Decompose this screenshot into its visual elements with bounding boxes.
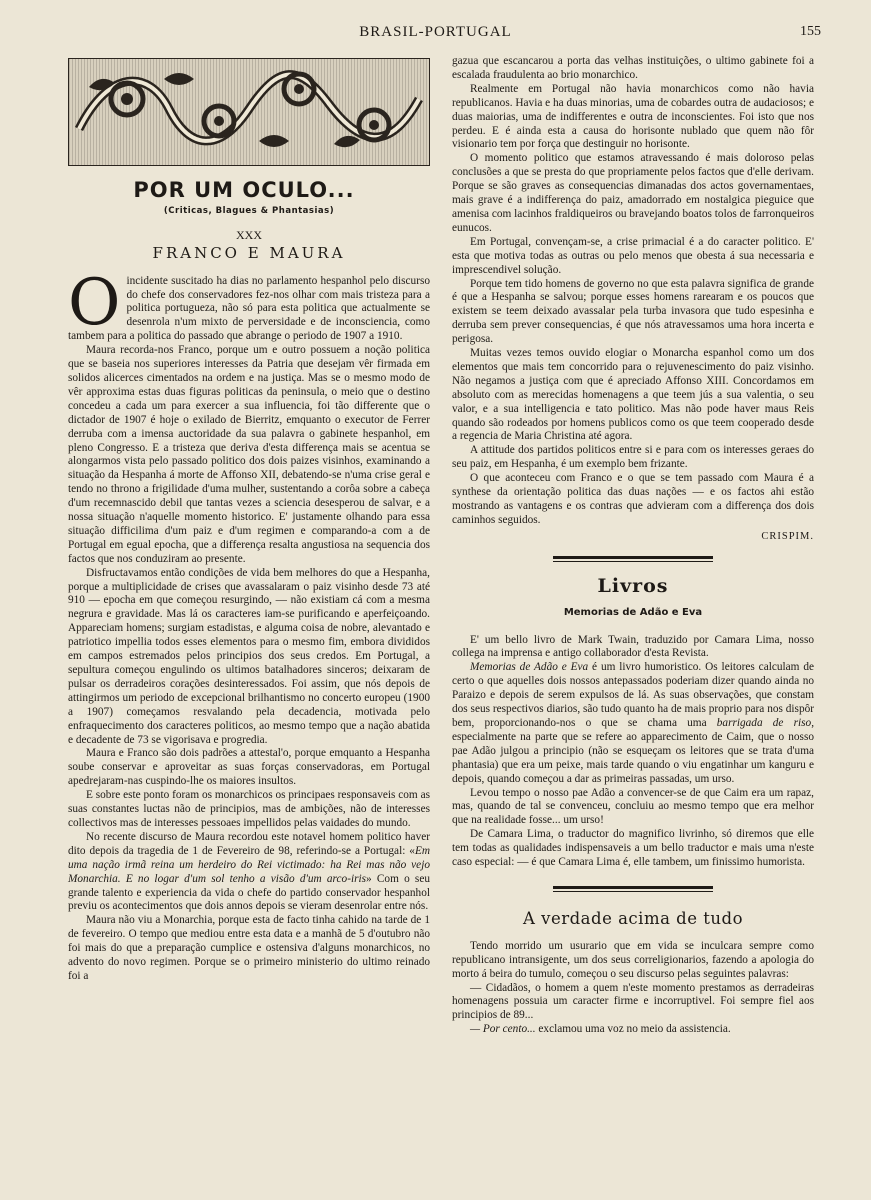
maura-quote: Em uma nação irmã reina um herdeiro do Rei victimado: ha Rei mas não vejo Monarchia. E no logar d'um sol tenho a visão d'um arco-iris: [68, 844, 430, 885]
anecdote-paragraph: Tendo morrido um usurario que em vida se inculcara sempre como republicano intransigente, um dos seus correligionarios, fazendo a apologia do morto á beira do tumulo, começou o seu discurso pelas seguintes palavras:: [452, 939, 814, 980]
article-paragraph: Em Portugal, convençam-se, a crise primacial é a do caracter politico. E' esta que motiva todas as outras ou pelo menos que obesta á sua necessaria e imprescendivel solução.: [452, 235, 814, 276]
review-paragraph: E' um bello livro de Mark Twain, traduzido por Camara Lima, nosso collega na imprensa e antigo collaborador d'esta Revista.: [452, 633, 814, 660]
article-paragraph: Maura não viu a Monarchia, porque esta de facto tinha cahido na tarde de 1 de fevereiro. O tempo que mediou entre esta data e a manhã de 5 d'outubro não foi mais do que a preparação cumplice e ostensiva d'alguns monarchicos, no advento do novo regimen. Porque se o primeiro ministerio do ultimo reinado foi a: [68, 914, 430, 982]
anecdote-title: A verdade acima de tudo: [522, 908, 743, 928]
anecdote-paragraph: — Por cento... exclamou uma voz no meio da assistencia.: [470, 1023, 731, 1036]
review-paragraph: Memorias de Adão e Eva é um livro humoristico. Os leitores calculam de certo o que aquelles dois nossos antepassados poderiam dizer quando ainda no Paraizo e depois de serem expulsos de lá. As suas observações, que constam dos seus respectivos diarios, são tudo quanto ha de mais proprio para nos dispôr bem, proporcionando-nos o que se chama uma barrigada de riso, especialmente na parte que se refere ao apparecimento de Caim, que o nosso pae Adão julgou a principio (não se esqueçam os leitores que se trata d'uma phantasia) que era um peixe, mais tarde quando o viu engatinhar um kanguru e depois, quando começou a dar as primeiras passadas, um urso.: [452, 661, 815, 785]
book-title-italic: Memorias de Adão e Eva: [470, 661, 589, 674]
article-paragraph: No recente discurso de Maura recordou este notavel homem politico haver dito depois da tragedia de 1 de Fevereiro de 98, referindo-se a Portugal: «Em uma nação irmã reina um herdeiro do Rei victimado: ha Rei mas não vejo Monarchia. E no logar d'um sol tenho a visão d'um arco-iris» Com o seu grande talento e experiencia da vida o chefe do partido conservador hespanhol previu os acontecimentos que dois annos depois se vieram desenrolar entre nós.: [68, 830, 430, 913]
section-subtitle: (Criticas, Blagues & Phantasias): [163, 205, 335, 216]
article-paragraph: Maura recorda-nos Franco, porque um e outro possuem a noção politica que se baseia nos superiores interesses da Patria que desejam vêr firmada em solidos alicerces cimentados na ordem e na justiça. Mas se o mesmo modo de vêr approxima estas duas figuras politicas da peninsula, o meio que o destino concedeu a cada um para exercer a sua influencia, foi tão differente que o dictador de 1907 é hoje o exilado de Bierritz, emquanto o executor de Ferrer derruba com a imensa auctoridade da sua palavra o gabinete hespanhol, em pleno Congresso. E a tristeza que deriva d'esta differença mais se acentua se alongarmos vista pelo passado politico dos dois paizes visinhos, examinando a situação da Hespanha á morte de Affonso XII, debatendo-se n'uma crise geral e tendo no throno a frigilidade d'uma mulher, sustentando a corôa sobre a cabeça d'um recemnascido debil que tantas vezes a sciencia desesperou de salvar, e a nossa situação n'aquelle momento historico. E' justamente olhando para essa situação difficilima d'um paiz e d'um regimen e comparando-a com a de Portugal em egual epocha, que a differença resalta angustiosa na sequencia dos factos que nos conduziram ao presente.: [68, 344, 430, 565]
article-paragraph: O que aconteceu com Franco e o que se tem passado com Maura é a synthese da orientação politica das duas nações — e os factos ahi estão mostrando as vantagens e os contras que advieram com a differença dos dois caminhos seguidos.: [452, 472, 814, 526]
article-title: FRANCO E MAURA: [152, 243, 346, 262]
running-title: BRASIL-PORTUGAL: [359, 24, 512, 40]
article-paragraph: A attitude dos partidos politicos entre si e para com os interesses geraes do seu paiz, em Hespanha, é um exemplo bem frizante.: [452, 444, 814, 471]
book-review-title: Memorias de Adão e Eva: [563, 606, 703, 618]
article-continuation: gazua que escancarou a porta das velhas instituições, o ultimo gabinete foi a escalada fraudulenta ao brio monarchico.: [452, 55, 814, 81]
section-title: POR UM OCULO...: [133, 178, 355, 202]
article-paragraph: Oincidente suscitado ha dias no parlamento hespanhol pelo discurso do chefe dos conservadores fez-nos olhar com mais tristeza para a politica portugueza, não só para esta politica que actualmente se desenrola n'um mixto de perversidade e de inconsciencia, como tambem para a politica do passado que abrange o periodo de 1907 a 1910.: [68, 265, 430, 343]
left-column: [68, 58, 430, 984]
section-divider: [553, 886, 713, 892]
review-paragraph: De Camara Lima, o traductor do magnifico livrinho, só diremos que elle tem todas as qualidades indispensaveis a um bello traductor e mais uma n'este caso especial: — é que Camara Lima é, elle tambem, um finissimo humorista.: [452, 828, 814, 869]
ornament-scroll-icon: [69, 59, 429, 165]
books-section-title: Livros: [597, 574, 669, 597]
section-number: XXX: [236, 227, 262, 242]
article-paragraph: E sobre este ponto foram os monarchicos os principaes responsaveis com as suas constantes luctas não de principios, mas de ambições, não de interesses collectivos mas de interesses pessoaes impellidos pelas vaidades do mundo.: [68, 789, 430, 829]
article-paragraph: Realmente em Portugal não havia monarchicos como não havia republicanos. Havia e ha duas minorias, uma de cobardes outra de audaciosos; e duas maiorias, uma de indifferentes e outra de inconscientes. Foi isto que nos perdeu. E é ainda esta a causa do horisonte nublado que quem não fôr visionario tem por força que destinguir no horisonte.: [452, 82, 815, 151]
page-number: 155: [800, 24, 821, 39]
section-divider: [553, 556, 713, 562]
right-column: [452, 55, 814, 1037]
article-paragraph: Disfructavamos então condições de vida bem melhores do que a Hespanha, porque a multiplicidade de crises que avassalaram o paiz visinho desde 73 até 910 — epocha em que começou resurgindo, — não existiam cá com a mesma negrura e gravidade. Mas lá os caracteres iam-se purificando e aperfeiçoando. Appareciam homens; surgiam estadistas, e alguma coisa de nobre, alevantado e patriotico impellia todos esses elementos para o mesmo fim, embora divididos em campos estremados pelos principios dos seus credos. Em Portugal, a sepultura começou engulindo os ultimos batalhadores sinceros; deixaram de pulsar os derradeiros corações desinteressados. Foi assim, que nós depois de attingirmos um periodo de excepcional brilhantismo no concerto europeu (1900 a 1907) começamos resvalando pela decadencia, motivada pelo enfraquecimento dos caracteres politicos, ao mesmo tempo que a nação abatida e decadente de 73 se vigorisava e progredia.: [68, 566, 430, 746]
article-paragraph: O momento politico que estamos atravessando é mais doloroso pelas conclusões a que se presta do que propriamente pelos factos que d'elle derivam. Porque se são graves as consequencias dimanadas dos actos governamentaes, mais grave é a indifferença do paiz, amadorrado em nostalgica pieguice que amenisa com lacinhos fraldiqueiros ou bravejando boatos tolos de farronqueiros eunucos.: [452, 152, 814, 234]
article-paragraph: Muitas vezes temos ouvido elogiar o Monarcha espanhol como um dos elementos que mais tem concorrido para o rejuvenescimento do paiz visinho. Não negamos a justiça com que é apreciado Affonso XIII. Concordamos em absoluto com as merecidas homenagens a que teem jús a sua valentia, o seu valor, e a sua intelligencia e tato politico. Mas não pode haver maus Reis quando são rodeados por homens publicos como os que teem cooperado desde a regencia de Maria Christina até agora.: [452, 347, 814, 443]
drop-cap: O: [68, 265, 121, 340]
anecdote-paragraph: — Cidadãos, o homem a quem n'este momento prestamos as derradeiras homenagens possuia um caracter firme e incorruptivel. Foi sempre fiel aos principios de 89...: [452, 981, 814, 1022]
review-paragraph: Levou tempo o nosso pae Adão a convencer-se de que Caim era um rapaz, mas, quando de tal se convenceu, concluiu ao mesmo tempo que era melhor que na realidade fosse... um urso!: [452, 786, 814, 827]
ornamental-header-image: [68, 58, 430, 166]
author-signature: CRISPIM.: [761, 530, 814, 542]
article-paragraph: Maura e Franco são dois padrões a attestal'o, porque emquanto a Hespanha soube conservar e aproveitar as suas forças conservadoras, em Portugal apedrejaram-nas cuspindo-lhe os maiores insultos.: [68, 747, 430, 788]
running-head: [0, 24, 871, 44]
article-paragraph: Porque tem tido homens de governo no que esta palavra significa de grande é que a Hespanha se salvou; porque esses homens rarearam e os poucos que existem se teem deixado avassalar pela turba invasora que tudo espesinha e derruba sem prever consequencias, é que nós atravessamos uma hora incerta e perigosa.: [452, 277, 814, 346]
